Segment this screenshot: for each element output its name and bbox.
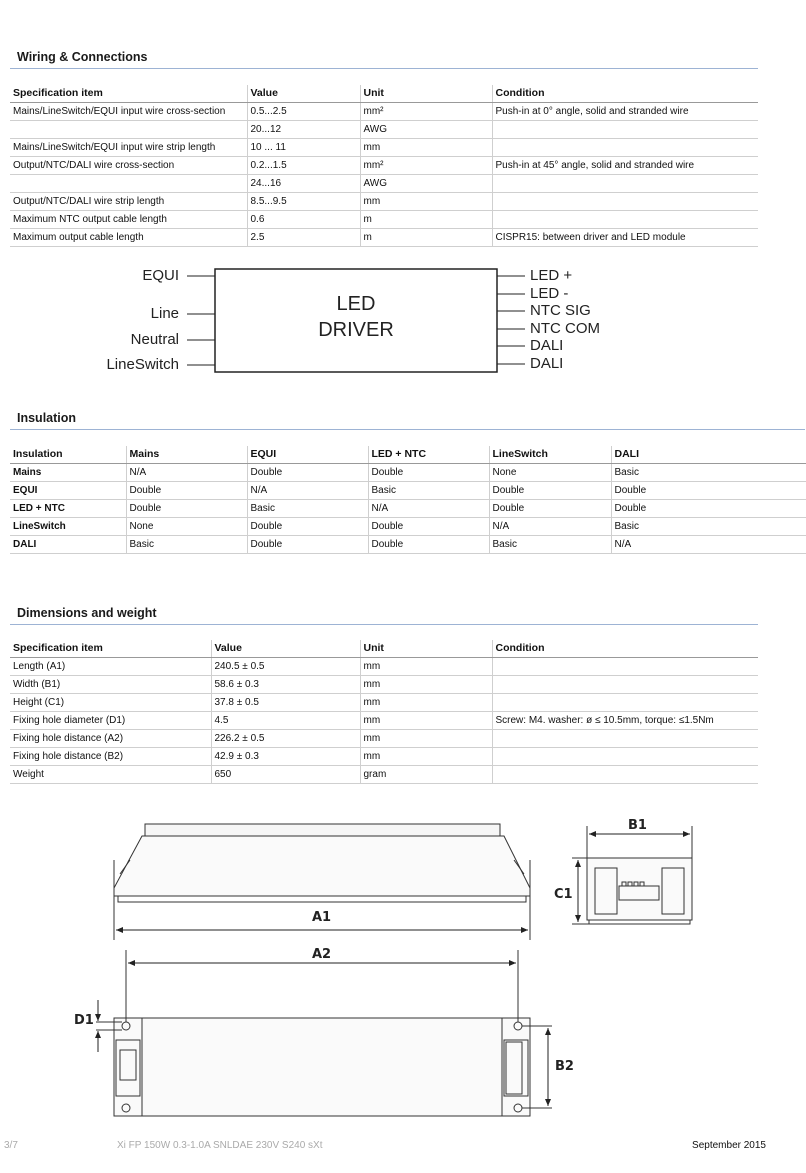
table-cell: 0.5...2.5 bbox=[247, 103, 360, 121]
input-label-equi: EQUI bbox=[142, 267, 179, 284]
output-label-ntc-sig: NTC SIG bbox=[530, 302, 591, 319]
table-cell: mm bbox=[360, 730, 492, 748]
output-label-led-minus: LED - bbox=[530, 285, 569, 302]
a1-label: A1 bbox=[312, 910, 332, 925]
table-cell: None bbox=[489, 464, 611, 482]
table-cell: Output/NTC/DALI wire strip length bbox=[10, 193, 247, 211]
column-header: LineSwitch bbox=[489, 446, 611, 464]
table-cell: mm² bbox=[360, 103, 492, 121]
table-row bbox=[10, 229, 758, 247]
column-header: DALI bbox=[611, 446, 806, 464]
table-cell: Fixing hole distance (B2) bbox=[10, 748, 211, 766]
table-cell: Double bbox=[489, 500, 611, 518]
row-header: EQUI bbox=[10, 482, 126, 500]
wiring-section-title: Wiring & Connections bbox=[17, 50, 148, 64]
document-date: September 2015 bbox=[692, 1140, 766, 1151]
table-cell: mm bbox=[360, 748, 492, 766]
table-cell: 37.8 ± 0.5 bbox=[211, 694, 360, 712]
dimensions-section-rule bbox=[10, 624, 758, 625]
table-cell bbox=[492, 658, 758, 676]
table-cell: 650 bbox=[211, 766, 360, 784]
table-cell: Basic bbox=[368, 482, 489, 500]
output-label-dali: DALI bbox=[530, 337, 564, 354]
row-header: Mains bbox=[10, 464, 126, 482]
table-cell bbox=[492, 730, 758, 748]
table-cell bbox=[10, 121, 247, 139]
table-cell: Double bbox=[126, 482, 247, 500]
table-row bbox=[10, 694, 758, 712]
table-cell: mm bbox=[360, 139, 492, 157]
table-cell: Double bbox=[247, 518, 368, 536]
table-cell: N/A bbox=[489, 518, 611, 536]
table-cell bbox=[492, 694, 758, 712]
table-cell: Mains/LineSwitch/EQUI input wire cross-section bbox=[10, 103, 247, 121]
table-cell bbox=[492, 139, 758, 157]
table-cell: 0.6 bbox=[247, 211, 360, 229]
wiring-header-row bbox=[10, 85, 758, 103]
table-row bbox=[10, 482, 806, 500]
table-cell: Push-in at 0° angle, solid and stranded wire bbox=[492, 103, 758, 121]
top-view-drawing bbox=[96, 950, 552, 1116]
table-cell bbox=[492, 121, 758, 139]
table-cell: 10 ... 11 bbox=[247, 139, 360, 157]
table-cell: Weight bbox=[10, 766, 211, 784]
insulation-section-rule bbox=[10, 429, 805, 430]
table-cell: Screw: M4. washer: ø ≤ 10.5mm, torque: ≤1.5Nm bbox=[492, 712, 758, 730]
table-cell: Length (A1) bbox=[10, 658, 211, 676]
table-cell: Double bbox=[247, 536, 368, 554]
table-row bbox=[10, 518, 806, 536]
table-cell bbox=[492, 193, 758, 211]
dimension-drawings bbox=[0, 800, 806, 1130]
table-cell: Maximum output cable length bbox=[10, 229, 247, 247]
table-cell: CISPR15: between driver and LED module bbox=[492, 229, 758, 247]
table-cell: 4.5 bbox=[211, 712, 360, 730]
table-cell: AWG bbox=[360, 121, 492, 139]
table-cell: Fixing hole diameter (D1) bbox=[10, 712, 211, 730]
table-cell: Height (C1) bbox=[10, 694, 211, 712]
table-row bbox=[10, 748, 758, 766]
end-view-drawing bbox=[572, 826, 692, 924]
output-label-ntc-com: NTC COM bbox=[530, 320, 600, 337]
table-cell: mm bbox=[360, 712, 492, 730]
table-cell bbox=[492, 766, 758, 784]
table-cell: N/A bbox=[611, 536, 806, 554]
table-cell: mm bbox=[360, 658, 492, 676]
column-header: Specification item bbox=[10, 85, 247, 103]
table-row bbox=[10, 766, 758, 784]
table-row bbox=[10, 712, 758, 730]
c1-label: C1 bbox=[554, 887, 573, 902]
table-cell bbox=[492, 676, 758, 694]
table-row bbox=[10, 464, 806, 482]
table-row bbox=[10, 139, 758, 157]
table-row bbox=[10, 730, 758, 748]
table-cell: Basic bbox=[489, 536, 611, 554]
table-cell: mm bbox=[360, 694, 492, 712]
driver-label-led: LED bbox=[336, 293, 376, 315]
table-cell: m bbox=[360, 211, 492, 229]
column-header: Unit bbox=[360, 640, 492, 658]
table-cell: 0.2...1.5 bbox=[247, 157, 360, 175]
table-cell: Basic bbox=[247, 500, 368, 518]
column-header: Condition bbox=[492, 85, 758, 103]
d1-label: D1 bbox=[74, 1013, 94, 1028]
table-cell: N/A bbox=[126, 464, 247, 482]
column-header: Unit bbox=[360, 85, 492, 103]
insulation-section-title: Insulation bbox=[17, 411, 77, 425]
table-cell: gram bbox=[360, 766, 492, 784]
table-cell: mm² bbox=[360, 157, 492, 175]
insulation-header-row bbox=[10, 446, 806, 464]
table-cell bbox=[492, 175, 758, 193]
b1-label: B1 bbox=[628, 818, 647, 833]
table-cell: Basic bbox=[611, 464, 806, 482]
table-cell: Maximum NTC output cable length bbox=[10, 211, 247, 229]
table-cell: 20...12 bbox=[247, 121, 360, 139]
table-row bbox=[10, 121, 758, 139]
table-cell: 8.5...9.5 bbox=[247, 193, 360, 211]
table-cell: None bbox=[126, 518, 247, 536]
table-cell: Fixing hole distance (A2) bbox=[10, 730, 211, 748]
table-cell: Double bbox=[611, 500, 806, 518]
table-cell: N/A bbox=[247, 482, 368, 500]
column-header: Value bbox=[211, 640, 360, 658]
table-cell bbox=[10, 175, 247, 193]
table-cell: Double bbox=[368, 518, 489, 536]
wiring-table bbox=[10, 85, 758, 247]
table-cell: mm bbox=[360, 193, 492, 211]
table-row bbox=[10, 536, 806, 554]
input-label-lineswitch: LineSwitch bbox=[106, 356, 179, 373]
row-header: LED + NTC bbox=[10, 500, 126, 518]
dimensions-table bbox=[10, 640, 758, 784]
row-header: DALI bbox=[10, 536, 126, 554]
table-cell: 58.6 ± 0.3 bbox=[211, 676, 360, 694]
dimensions-header-row bbox=[10, 640, 758, 658]
table-cell: Double bbox=[368, 536, 489, 554]
table-cell: Double bbox=[368, 464, 489, 482]
table-cell bbox=[492, 748, 758, 766]
table-row bbox=[10, 157, 758, 175]
table-cell: Push-in at 45° angle, solid and stranded wire bbox=[492, 157, 758, 175]
table-row bbox=[10, 500, 806, 518]
a2-label: A2 bbox=[312, 947, 332, 962]
table-row bbox=[10, 658, 758, 676]
table-row bbox=[10, 193, 758, 211]
column-header: Specification item bbox=[10, 640, 211, 658]
table-cell: 2.5 bbox=[247, 229, 360, 247]
input-label-line: Line bbox=[150, 305, 179, 322]
dimensions-section-title: Dimensions and weight bbox=[17, 606, 157, 620]
product-name: Xi FP 150W 0.3-1.0A SNLDAE 230V S240 sXt bbox=[117, 1140, 323, 1151]
table-cell: 226.2 ± 0.5 bbox=[211, 730, 360, 748]
page-number: 3/7 bbox=[4, 1140, 18, 1151]
driver-label-driver: DRIVER bbox=[318, 319, 394, 341]
table-cell: Basic bbox=[126, 536, 247, 554]
output-label-led-plus: LED + bbox=[530, 267, 573, 284]
wiring-section-rule bbox=[10, 68, 758, 69]
table-cell: Double bbox=[611, 482, 806, 500]
table-cell: 42.9 ± 0.3 bbox=[211, 748, 360, 766]
table-cell bbox=[492, 211, 758, 229]
table-cell: m bbox=[360, 229, 492, 247]
input-label-neutral: Neutral bbox=[130, 331, 179, 348]
output-label-dali: DALI bbox=[530, 355, 564, 372]
row-header: LineSwitch bbox=[10, 518, 126, 536]
insulation-table bbox=[10, 446, 806, 554]
table-row bbox=[10, 175, 758, 193]
table-cell: Double bbox=[489, 482, 611, 500]
table-cell: Double bbox=[247, 464, 368, 482]
table-row bbox=[10, 676, 758, 694]
b2-label: B2 bbox=[555, 1059, 574, 1074]
table-cell: 240.5 ± 0.5 bbox=[211, 658, 360, 676]
table-cell: Output/NTC/DALI wire cross-section bbox=[10, 157, 247, 175]
column-header: LED + NTC bbox=[368, 446, 489, 464]
table-cell: N/A bbox=[368, 500, 489, 518]
column-header: Insulation bbox=[10, 446, 126, 464]
column-header: Condition bbox=[492, 640, 758, 658]
table-cell: Basic bbox=[611, 518, 806, 536]
table-cell: Mains/LineSwitch/EQUI input wire strip length bbox=[10, 139, 247, 157]
table-cell: 24...16 bbox=[247, 175, 360, 193]
column-header: EQUI bbox=[247, 446, 368, 464]
table-cell: AWG bbox=[360, 175, 492, 193]
table-row bbox=[10, 211, 758, 229]
table-cell: mm bbox=[360, 676, 492, 694]
table-cell: Double bbox=[126, 500, 247, 518]
table-cell: Width (B1) bbox=[10, 676, 211, 694]
table-row bbox=[10, 103, 758, 121]
column-header: Mains bbox=[126, 446, 247, 464]
column-header: Value bbox=[247, 85, 360, 103]
